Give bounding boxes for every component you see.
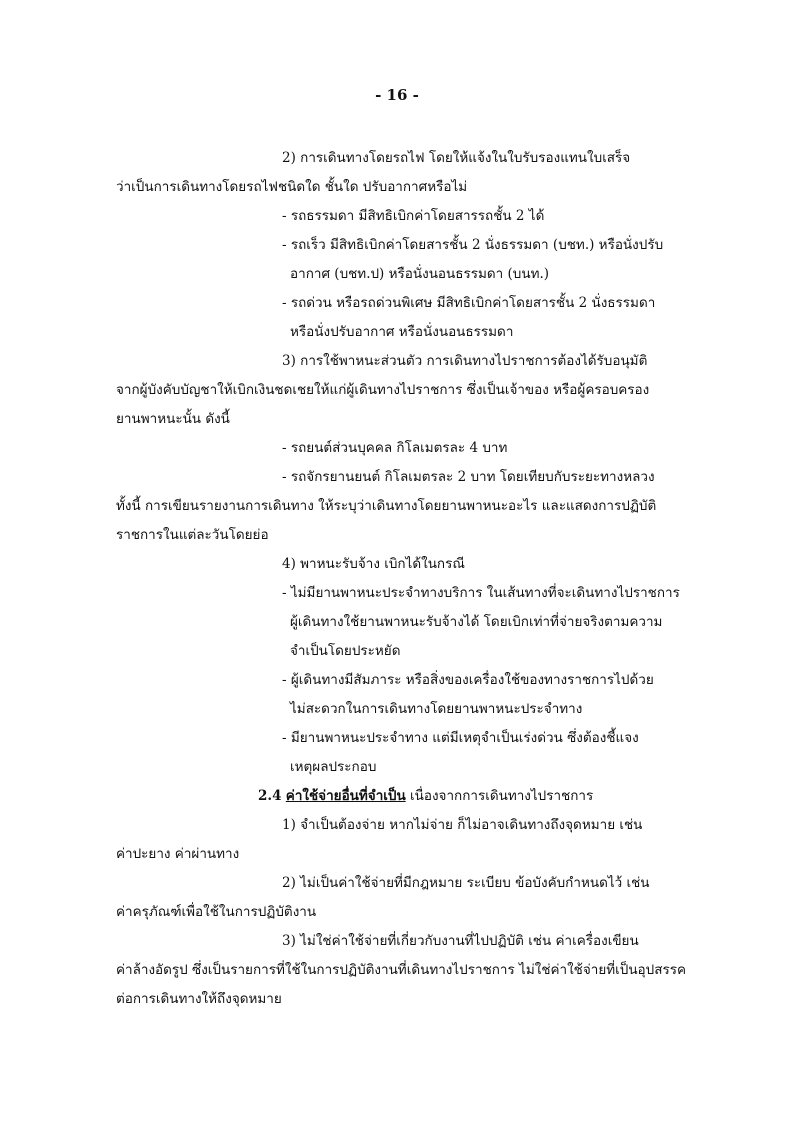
paragraph-line: ค่าล้างอัดรูป ซึ่งเป็นรายการที่ใช้ในการปฏิบัติงานที่เดินทางไปราชการ ไม่ใช่ค่าใช้จ่ายที่เป็นอุปสรรค: [116, 962, 687, 978]
paragraph-line: ยานพาหนะนั้น ดังนี้: [116, 411, 230, 427]
list-item-continued: หรือนั่งปรับอากาศ หรือนั่งนอนธรรมดา: [290, 324, 514, 340]
section-number: 2.4: [258, 788, 282, 804]
paragraph-line: ค่าปะยาง ค่าผ่านทาง: [116, 846, 240, 862]
list-item: - รถธรรมดา มีสิทธิเบิกค่าโดยสารรถชั้น 2 ได้: [282, 208, 545, 224]
paragraph-line: 2) ไม่เป็นค่าใช้จ่ายที่มีกฎหมาย ระเบียบ ข้อบังคับกำหนดไว้ เช่น: [282, 875, 650, 891]
list-item-continued: อากาศ (บชท.ป) หรือนั่งนอนธรรมดา (บนท.): [290, 266, 550, 282]
page-number: - 16 -: [375, 86, 419, 104]
section-heading: [258, 786, 593, 806]
list-item: - รถด่วน หรือรถด่วนพิเศษ มีสิทธิเบิกค่าโดยสารชั้น 2 นั่งธรรมดา: [282, 295, 656, 311]
paragraph-line: 4) พาหนะรับจ้าง เบิกได้ในกรณี: [282, 556, 465, 572]
list-item-continued: เหตุผลประกอบ: [290, 759, 377, 775]
paragraph-line: ต่อการเดินทางให้ถึงจุดหมาย: [116, 991, 282, 1007]
list-item: - ไม่มียานพาหนะประจำทางบริการ ในเส้นทางที่จะเดินทางไปราชการ: [282, 585, 680, 601]
paragraph-line: จากผู้บังคับบัญชาให้เบิกเงินชดเชยให้แก่ผู้เดินทางไปราชการ ซึ่งเป็นเจ้าของ หรือผู้ครอบครอง: [116, 382, 650, 398]
list-item-continued: ไม่สะดวกในการเดินทางโดยยานพาหนะประจำทาง: [290, 701, 583, 717]
paragraph-line: 2) การเดินทางโดยรถไฟ โดยให้แจ้งในใบรับรองแทนใบเสร็จ: [282, 150, 631, 166]
paragraph-line: ทั้งนี้ การเขียนรายงานการเดินทาง ให้ระบุว่าเดินทางโดยยานพาหนะอะไร และแสดงการปฏิบัติ: [116, 498, 657, 514]
paragraph-line: 1) จำเป็นต้องจ่าย หากไม่จ่าย ก็ไม่อาจเดินทางถึงจุดหมาย เช่น: [282, 817, 643, 833]
paragraph-line: ราชการในแต่ละวันโดยย่อ: [116, 527, 269, 543]
paragraph-line: 3) การใช้พาหนะส่วนตัว การเดินทางไปราชการต้องได้รับอนุมัติ: [282, 353, 648, 369]
list-item: - ผู้เดินทางมีสัมภาระ หรือสิ่งของเครื่องใช้ของทางราชการไปด้วย: [282, 672, 654, 688]
paragraph-line: 3) ไม่ใช่ค่าใช้จ่ายที่เกี่ยวกับงานที่ไปปฏิบัติ เช่น ค่าเครื่องเขียน: [282, 933, 639, 949]
section-heading-rest: เนื่องจากการเดินทางไปราชการ: [405, 788, 594, 804]
list-item-continued: จำเป็นโดยประหยัด: [290, 643, 401, 659]
paragraph-line: ค่าครุภัณฑ์เพื่อใช้ในการปฏิบัติงาน: [116, 904, 317, 920]
list-item: - รถยนต์ส่วนบุคคล กิโลเมตรละ 4 บาท: [282, 440, 508, 456]
list-item: - มียานพาหนะประจำทาง แต่มีเหตุจำเป็นเร่งด่วน ซึ่งต้องชี้แจง: [282, 730, 639, 746]
list-item-continued: ผู้เดินทางใช้ยานพาหนะรับจ้างได้ โดยเบิกเท่าที่จ่ายจริงตามความ: [290, 614, 663, 630]
paragraph-line: ว่าเป็นการเดินทางโดยรถไฟชนิดใด ชั้นใด ปรับอากาศหรือไม่: [116, 179, 468, 195]
list-item: - รถเร็ว มีสิทธิเบิกค่าโดยสารชั้น 2 นั่งธรรมดา (บชท.) หรือนั่งปรับ: [282, 237, 664, 253]
list-item: - รถจักรยานยนต์ กิโลเมตรละ 2 บาท โดยเทียบกับระยะทางหลวง: [282, 469, 655, 485]
section-heading-title: ค่าใช้จ่ายอื่นที่จำเป็น: [285, 788, 406, 804]
